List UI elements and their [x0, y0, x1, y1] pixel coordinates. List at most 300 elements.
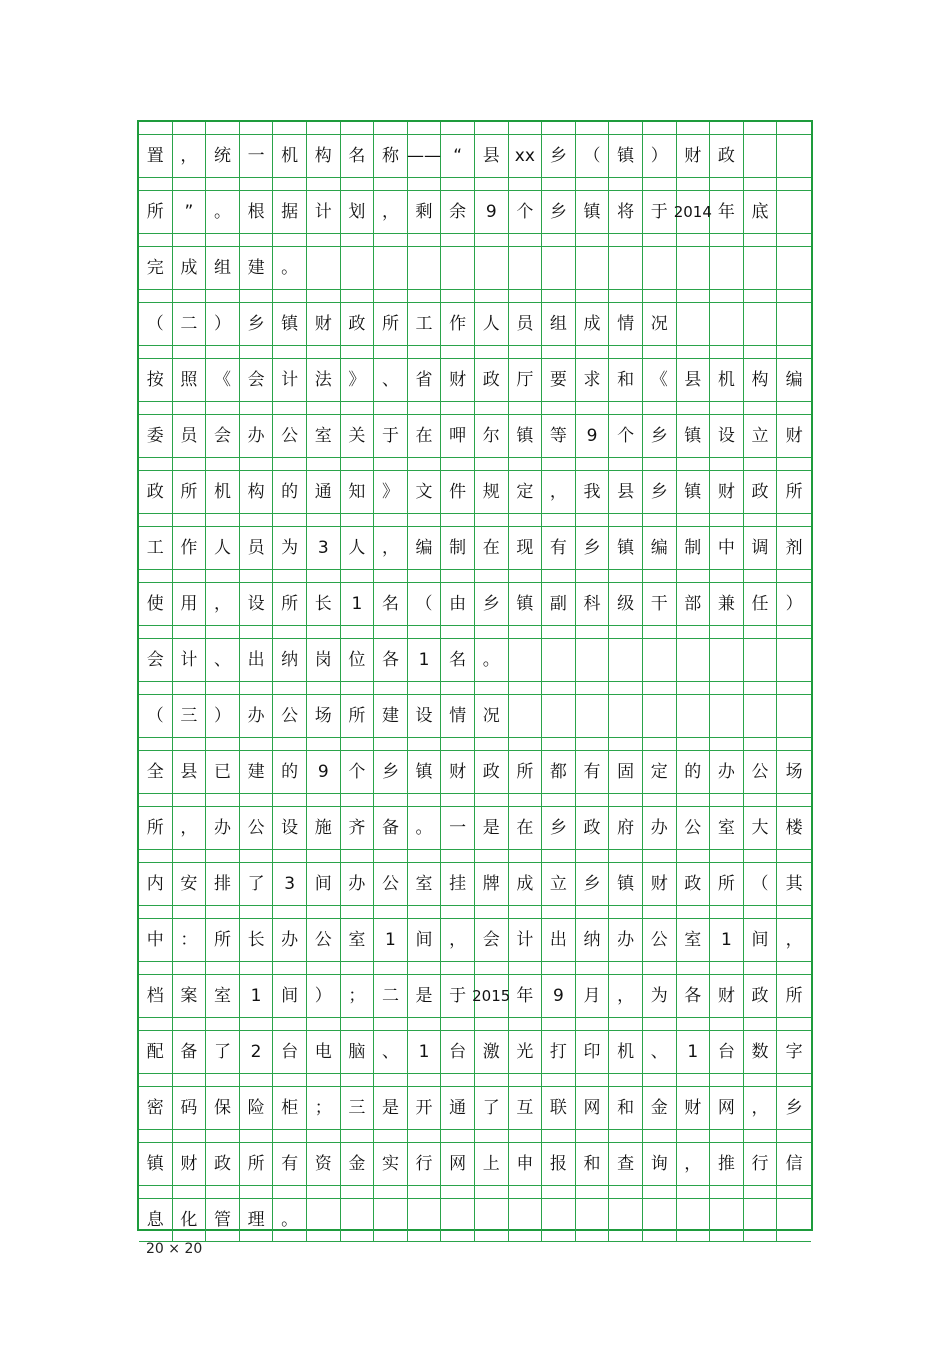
grid-cell [677, 246, 711, 290]
gutter-cell [240, 738, 274, 750]
gutter-cell [576, 738, 610, 750]
grid-cell: 档 [139, 974, 173, 1018]
gutter-cell [307, 122, 341, 134]
grid-cell: 办 [643, 806, 677, 850]
grid-cell [542, 1198, 576, 1242]
gutter-cell [307, 1186, 341, 1198]
gutter-cell [710, 626, 744, 638]
grid-cell: 化 [173, 1198, 207, 1242]
grid-cell: 所 [273, 582, 307, 626]
grid-cell: 各 [374, 638, 408, 682]
gutter-cell [509, 738, 543, 750]
grid-cell: 根 [240, 190, 274, 234]
grid-cell: 况 [475, 694, 509, 738]
gutter-cell [240, 234, 274, 246]
gutter-cell [777, 682, 811, 694]
grid-cell [542, 694, 576, 738]
grid-cell: 用 [173, 582, 207, 626]
grid-cell [777, 694, 811, 738]
grid-cell: 为 [643, 974, 677, 1018]
grid-cell: 中 [710, 526, 744, 570]
gutter-cell [744, 1074, 778, 1086]
grid-cell: 乡 [643, 414, 677, 458]
gutter-cell [408, 794, 442, 806]
gutter-strip [139, 234, 811, 246]
text-line [139, 246, 811, 290]
gutter-cell [643, 290, 677, 302]
grid-cell: 室 [341, 918, 375, 962]
gutter-cell [643, 346, 677, 358]
gutter-cell [677, 346, 711, 358]
gutter-cell [374, 290, 408, 302]
grid-cell: 财 [643, 862, 677, 906]
grid-cell: 楼 [777, 806, 811, 850]
grid-cell: 9 [542, 974, 576, 1018]
gutter-cell [643, 906, 677, 918]
gutter-cell [240, 570, 274, 582]
grid-cell [576, 638, 610, 682]
grid-cell: ） [777, 582, 811, 626]
gutter-cell [441, 850, 475, 862]
grid-cell: 会 [206, 414, 240, 458]
grid-cell: 设 [408, 694, 442, 738]
gutter-cell [408, 1130, 442, 1142]
grid-cell: 厅 [509, 358, 543, 402]
gutter-cell [509, 682, 543, 694]
gutter-cell [240, 290, 274, 302]
gutter-cell [441, 1074, 475, 1086]
grid-cell: 镇 [139, 1142, 173, 1186]
grid-cell: 纳 [273, 638, 307, 682]
gutter-cell [173, 626, 207, 638]
grid-cell: 设 [710, 414, 744, 458]
gutter-cell [475, 1018, 509, 1030]
gutter-cell [341, 234, 375, 246]
grid-cell: 了 [240, 862, 274, 906]
grid-cell: 公 [374, 862, 408, 906]
gutter-cell [408, 962, 442, 974]
gutter-cell [542, 178, 576, 190]
grid-cell: “ [441, 134, 475, 178]
grid-cell: 公 [307, 918, 341, 962]
gutter-cell [341, 122, 375, 134]
gutter-cell [374, 402, 408, 414]
grid-cell: 会 [139, 638, 173, 682]
grid-cell: 备 [173, 1030, 207, 1074]
gutter-cell [441, 570, 475, 582]
grid-cell [441, 246, 475, 290]
gutter-cell [139, 1018, 173, 1030]
gutter-cell [374, 626, 408, 638]
grid-cell: 已 [206, 750, 240, 794]
grid-cell: 乡 [542, 806, 576, 850]
gutter-cell [643, 738, 677, 750]
grid-cell: 使 [139, 582, 173, 626]
gutter-cell [408, 906, 442, 918]
gutter-cell [441, 1018, 475, 1030]
gutter-cell [206, 402, 240, 414]
grid-cell: 。 [475, 638, 509, 682]
grid-cell: 工 [139, 526, 173, 570]
gutter-cell [441, 1186, 475, 1198]
gutter-cell [475, 1130, 509, 1142]
gutter-cell [307, 234, 341, 246]
gutter-cell [475, 738, 509, 750]
gutter-cell [341, 1074, 375, 1086]
grid-cell: 镇 [609, 526, 643, 570]
grid-cell: 情 [441, 694, 475, 738]
gutter-cell [509, 178, 543, 190]
grid-cell: 会 [475, 918, 509, 962]
gutter-cell [609, 682, 643, 694]
gutter-cell [576, 1018, 610, 1030]
gutter-cell [173, 402, 207, 414]
gutter-cell [609, 570, 643, 582]
grid-cell: 所 [240, 1142, 274, 1186]
gutter-cell [542, 1074, 576, 1086]
grid-cell: 构 [744, 358, 778, 402]
grid-cell: 1 [374, 918, 408, 962]
grid-cell [609, 1198, 643, 1242]
gutter-cell [307, 626, 341, 638]
gutter-cell [341, 402, 375, 414]
gutter-cell [744, 738, 778, 750]
grid-cell: 办 [240, 694, 274, 738]
gutter-cell [173, 1186, 207, 1198]
grid-cell: 于 [643, 190, 677, 234]
grid-cell [744, 134, 778, 178]
gutter-cell [576, 794, 610, 806]
text-line [139, 1142, 811, 1186]
grid-cell: 行 [408, 1142, 442, 1186]
gutter-cell [408, 1018, 442, 1030]
grid-cell: 将 [609, 190, 643, 234]
gutter-cell [206, 1130, 240, 1142]
grid-cell: 间 [408, 918, 442, 962]
grid-cell [307, 246, 341, 290]
gutter-cell [576, 626, 610, 638]
grid-cell: 财 [710, 974, 744, 1018]
gutter-cell [307, 458, 341, 470]
gutter-cell [609, 122, 643, 134]
gutter-cell [677, 1074, 711, 1086]
grid-cell: 纳 [576, 918, 610, 962]
gutter-cell [609, 738, 643, 750]
gutter-cell [341, 738, 375, 750]
grid-cell [777, 246, 811, 290]
grid-cell: 镇 [677, 414, 711, 458]
gutter-cell [173, 1074, 207, 1086]
gutter-cell [374, 570, 408, 582]
text-line [139, 302, 811, 346]
gutter-cell [744, 122, 778, 134]
grid-cell: 财 [441, 358, 475, 402]
gutter-cell [307, 402, 341, 414]
grid-cell: 办 [273, 918, 307, 962]
gutter-strip [139, 178, 811, 190]
grid-cell [643, 246, 677, 290]
gutter-cell [240, 1130, 274, 1142]
grid-cell: ， [542, 470, 576, 514]
grid-cell: 台 [273, 1030, 307, 1074]
gutter-cell [341, 1018, 375, 1030]
gutter-cell [576, 850, 610, 862]
grid-cell: 镇 [609, 134, 643, 178]
gutter-cell [441, 626, 475, 638]
gutter-cell [240, 906, 274, 918]
grid-cell [744, 1198, 778, 1242]
grid-cell [643, 694, 677, 738]
gutter-cell [206, 962, 240, 974]
grid-cell: 有 [542, 526, 576, 570]
gutter-cell [744, 514, 778, 526]
grid-cell: 室 [206, 974, 240, 1018]
grid-cell: 县 [609, 470, 643, 514]
grid-cell: 金 [341, 1142, 375, 1186]
grid-cell: 台 [710, 1030, 744, 1074]
grid-cell [408, 246, 442, 290]
grid-cell: 公 [273, 414, 307, 458]
grid-cell: 的 [677, 750, 711, 794]
gutter-cell [710, 178, 744, 190]
grid-cell: 全 [139, 750, 173, 794]
grid-cell [710, 694, 744, 738]
grid-cell: 办 [240, 414, 274, 458]
grid-cell: 1 [341, 582, 375, 626]
grid-cell [441, 1198, 475, 1242]
grid-cell [509, 638, 543, 682]
gutter-cell [509, 962, 543, 974]
gutter-cell [643, 178, 677, 190]
gutter-cell [374, 1186, 408, 1198]
gutter-cell [273, 458, 307, 470]
grid-cell: 财 [677, 134, 711, 178]
gutter-cell [509, 570, 543, 582]
grid-cell: 建 [374, 694, 408, 738]
gutter-cell [475, 514, 509, 526]
grid-cell [509, 1198, 543, 1242]
grid-cell: ， [173, 134, 207, 178]
gutter-cell [744, 402, 778, 414]
gutter-cell [777, 570, 811, 582]
text-line [139, 1086, 811, 1130]
grid-cell: 等 [542, 414, 576, 458]
grid-cell: 大 [744, 806, 778, 850]
grid-cell: 《 [643, 358, 677, 402]
gutter-cell [576, 962, 610, 974]
gutter-cell [475, 906, 509, 918]
gutter-cell [677, 122, 711, 134]
gutter-cell [374, 346, 408, 358]
gutter-cell [273, 682, 307, 694]
grid-cell: 政 [744, 974, 778, 1018]
gutter-cell [710, 906, 744, 918]
grid-cell [643, 1198, 677, 1242]
gutter-cell [542, 962, 576, 974]
grid-cell: 字 [777, 1030, 811, 1074]
grid-cell: 室 [307, 414, 341, 458]
gutter-cell [173, 962, 207, 974]
gutter-cell [341, 682, 375, 694]
grid-cell: 所 [374, 302, 408, 346]
gutter-cell [408, 234, 442, 246]
grid-cell: 互 [509, 1086, 543, 1130]
gutter-cell [139, 346, 173, 358]
gutter-cell [677, 1018, 711, 1030]
gutter-cell [475, 682, 509, 694]
gutter-cell [677, 402, 711, 414]
gutter-cell [542, 346, 576, 358]
gutter-cell [777, 178, 811, 190]
gutter-cell [576, 178, 610, 190]
gutter-cell [374, 738, 408, 750]
grid-cell: 个 [509, 190, 543, 234]
gutter-cell [206, 178, 240, 190]
grid-cell: 场 [307, 694, 341, 738]
gutter-cell [509, 794, 543, 806]
gutter-cell [374, 458, 408, 470]
grid-cell: 、 [206, 638, 240, 682]
grid-cell: 间 [273, 974, 307, 1018]
gutter-strip [139, 1074, 811, 1086]
gutter-cell [777, 346, 811, 358]
grid-cell: 所 [509, 750, 543, 794]
gutter-cell [441, 962, 475, 974]
grid-cell: ， [441, 918, 475, 962]
gutter-cell [139, 402, 173, 414]
gutter-cell [744, 1186, 778, 1198]
grid-cell: 余 [441, 190, 475, 234]
grid-cell: 省 [408, 358, 442, 402]
grid-cell: 柜 [273, 1086, 307, 1130]
grid-cell: 人 [475, 302, 509, 346]
gutter-cell [408, 346, 442, 358]
grid-cell: 》 [341, 358, 375, 402]
gutter-cell [206, 1186, 240, 1198]
grid-cell: 年 [509, 974, 543, 1018]
gutter-cell [240, 402, 274, 414]
grid-cell: 室 [677, 918, 711, 962]
gutter-cell [307, 962, 341, 974]
grid-cell: 县 [677, 358, 711, 402]
gutter-cell [173, 122, 207, 134]
gutter-cell [441, 402, 475, 414]
grid-cell: 乡 [576, 862, 610, 906]
grid-cell: ） [206, 694, 240, 738]
grid-cell: 乡 [777, 1086, 811, 1130]
grid-cell: 工 [408, 302, 442, 346]
gutter-cell [744, 626, 778, 638]
gutter-cell [273, 234, 307, 246]
grid-cell: 人 [206, 526, 240, 570]
gutter-cell [441, 514, 475, 526]
grid-cell [509, 246, 543, 290]
grid-cell: 在 [475, 526, 509, 570]
grid-cell: 1 [240, 974, 274, 1018]
grid-cell: 网 [710, 1086, 744, 1130]
gutter-cell [374, 234, 408, 246]
gutter-cell [677, 794, 711, 806]
gutter-cell [173, 346, 207, 358]
gutter-cell [576, 1186, 610, 1198]
grid-cell: 三 [341, 1086, 375, 1130]
grid-cell: —— [408, 134, 442, 178]
gutter-cell [576, 570, 610, 582]
gutter-cell [307, 570, 341, 582]
gutter-cell [542, 1186, 576, 1198]
gutter-cell [206, 682, 240, 694]
grid-cell: 部 [677, 582, 711, 626]
gutter-cell [710, 570, 744, 582]
gutter-cell [273, 122, 307, 134]
grid-cell: 成 [173, 246, 207, 290]
grid-cell: 申 [509, 1142, 543, 1186]
gutter-cell [710, 514, 744, 526]
gutter-strip [139, 1186, 811, 1198]
grid-cell: 印 [576, 1030, 610, 1074]
grid-cell: ， [777, 918, 811, 962]
grid-cell [710, 1198, 744, 1242]
grid-cell: 所 [139, 190, 173, 234]
grid-cell [475, 246, 509, 290]
gutter-cell [173, 794, 207, 806]
gutter-cell [643, 1018, 677, 1030]
grid-cell: 计 [509, 918, 543, 962]
grid-cell [307, 1198, 341, 1242]
gutter-cell [206, 514, 240, 526]
grid-cell: 政 [744, 470, 778, 514]
gutter-cell [341, 570, 375, 582]
grid-cell: 长 [240, 918, 274, 962]
grid-cell: 制 [677, 526, 711, 570]
gutter-cell [777, 626, 811, 638]
gutter-cell [609, 794, 643, 806]
grid-cell [576, 1198, 610, 1242]
grid-cell: 2 [240, 1030, 274, 1074]
grid-cell: 立 [744, 414, 778, 458]
gutter-cell [710, 402, 744, 414]
grid-cell: 。 [273, 1198, 307, 1242]
gutter-cell [374, 1074, 408, 1086]
gutter-cell [307, 906, 341, 918]
gutter-cell [576, 458, 610, 470]
grid-cell: 室 [408, 862, 442, 906]
grid-cell [609, 638, 643, 682]
gutter-cell [307, 346, 341, 358]
gutter-cell [441, 1130, 475, 1142]
grid-cell: 二 [374, 974, 408, 1018]
grid-cell: （ [744, 862, 778, 906]
grid-cell: 构 [307, 134, 341, 178]
grid-cell: 查 [609, 1142, 643, 1186]
grid-cell: 调 [744, 526, 778, 570]
grid-cell: 设 [240, 582, 274, 626]
gutter-cell [542, 626, 576, 638]
gutter-cell [777, 850, 811, 862]
gutter-cell [542, 514, 576, 526]
grid-cell: 财 [677, 1086, 711, 1130]
grid-cell: 2015 [475, 974, 509, 1018]
gutter-cell [777, 1018, 811, 1030]
gutter-cell [240, 962, 274, 974]
gutter-cell [744, 346, 778, 358]
grid-cell: 乡 [240, 302, 274, 346]
grid-cell: 会 [240, 358, 274, 402]
gutter-cell [307, 290, 341, 302]
grid-cell: 由 [441, 582, 475, 626]
grid-cell: 公 [643, 918, 677, 962]
grid-cell: 。 [408, 806, 442, 850]
